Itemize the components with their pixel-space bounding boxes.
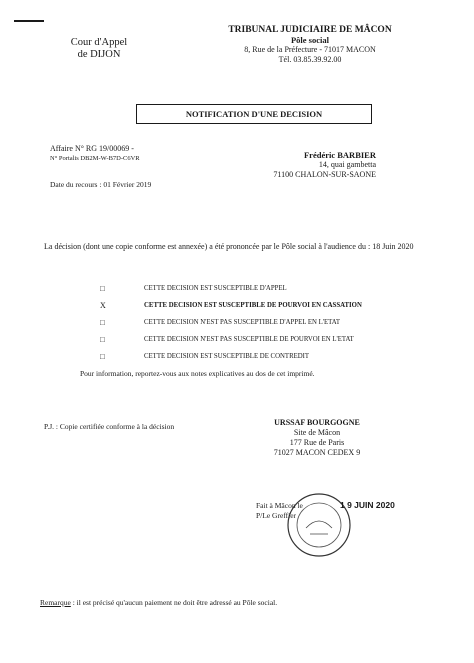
tribunal-header	[200, 25, 420, 65]
decision-options	[100, 280, 362, 365]
corner-dash	[14, 20, 44, 22]
court-line-1: Cour d'Appel	[70, 37, 128, 48]
urssaf-site: Site de Mâcon	[293, 428, 341, 437]
greffier-label: P/Le Greffier	[256, 511, 297, 520]
checkbox-icon: □	[100, 352, 105, 361]
urssaf-street: 177 Rue de Paris	[289, 438, 345, 447]
option-no-appel	[100, 314, 362, 331]
info-note: Pour information, reportez-vous aux notes explicatives au dos de cet imprimé.	[80, 369, 315, 378]
urssaf-name: URSSAF BOURGOGNE	[274, 418, 360, 427]
remarque-label: Remarque	[40, 598, 71, 607]
portalis-number: N° Portalis DB2M-W-B7D-C6VR	[50, 155, 140, 162]
option-label: CETTE DECISION EST SUSCEPTIBLE D'APPEL	[144, 285, 287, 292]
checkbox-icon: □	[100, 318, 105, 327]
document-title	[136, 104, 372, 124]
option-label: CETTE DECISION N'EST PAS SUSCEPTIBLE D'APPEL EN L'ETAT	[144, 319, 341, 326]
option-contredit	[100, 348, 362, 365]
decision-text: La décision (dont une copie conforme est annexée) a été prononcée par le Pôle social à l'audience du : 18 Juin 2020	[44, 242, 414, 251]
fait-a: Fait à Mâcon le	[256, 501, 303, 510]
option-no-pourvoi	[100, 331, 362, 348]
recipient-address	[246, 150, 376, 180]
recipient-city: 71100 CHALON-SUR-SAONE	[273, 170, 376, 179]
court-of-appeal	[64, 37, 134, 61]
recipient-name: Frédéric BARBIER	[303, 150, 376, 160]
pole-name: Pôle social	[290, 35, 329, 45]
option-cassation	[100, 297, 362, 314]
remarque-text: : il est précisé qu'aucun paiement ne doit être adressé au Pôle social.	[70, 598, 278, 607]
option-label: CETTE DECISION N'EST PAS SUSCEPTIBLE DE POURVOI EN L'ETAT	[144, 336, 354, 343]
recours-date: Date du recours : 01 Février 2019	[50, 180, 152, 189]
option-label: CETTE DECISION EST SUSCEPTIBLE DE POURVOI EN CASSATION	[144, 302, 362, 309]
document-title-text: NOTIFICATION D'UNE DECISION	[185, 109, 323, 119]
court-line-2: de DIJON	[77, 49, 121, 60]
attachment-note: P.J. : Copie certifiée conforme à la décision	[44, 422, 175, 431]
checkbox-icon: □	[100, 284, 105, 293]
tribunal-address: 8, Rue de la Préfecture - 71017 MACON	[244, 45, 376, 54]
case-reference	[50, 144, 140, 164]
recipient-street: 14, quai gambetta	[318, 160, 376, 169]
tribunal-name: TRIBUNAL JUDICIAIRE DE MÂCON	[228, 25, 392, 35]
checkbox-icon: □	[100, 335, 105, 344]
option-label: CETTE DECISION EST SUSCEPTIBLE DE CONTREDIT	[144, 353, 310, 360]
checked-x-icon: X	[100, 301, 106, 310]
urssaf-city: 71027 MACON CEDEX 9	[273, 448, 361, 457]
urssaf-address	[256, 418, 378, 458]
tribunal-phone: Tél. 03.85.39.92.00	[278, 55, 342, 64]
affaire-number: Affaire N° RG 19/00069 -	[50, 144, 134, 153]
remarque-note	[40, 598, 277, 607]
option-appel	[100, 280, 362, 297]
signature-block	[256, 501, 303, 521]
stamp-date: 1 9 JUIN 2020	[340, 500, 395, 510]
